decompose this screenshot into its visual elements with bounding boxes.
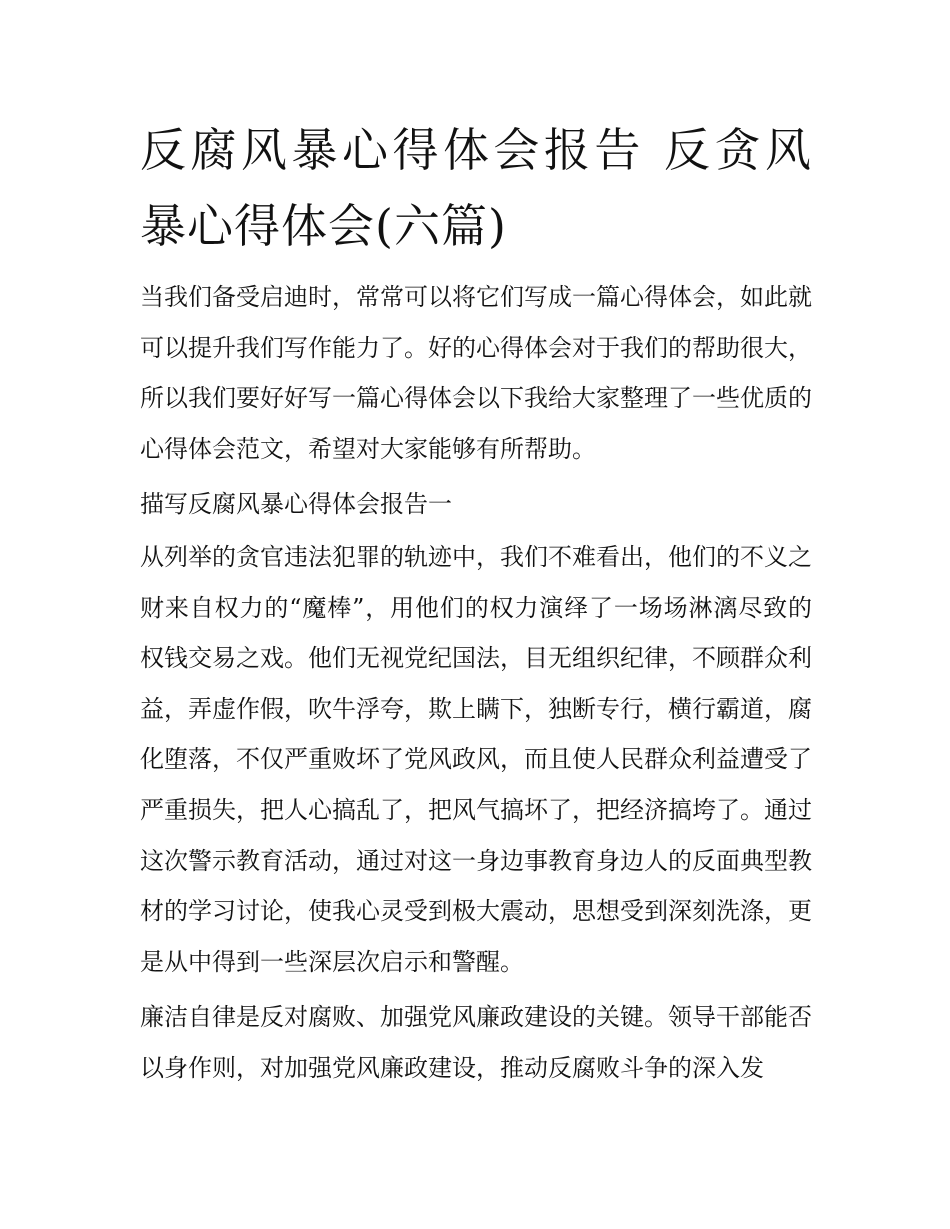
body-paragraph: 廉洁自律是反对腐败、加强党风廉政建设的关键。领导干部能否以身作则，对加强党风廉政建设，推动反腐败斗争的深入发 <box>140 1003 812 1082</box>
document-body <box>140 272 812 1094</box>
document-page <box>140 112 812 1099</box>
section-heading: 描写反腐风暴心得体会报告一 <box>140 490 452 519</box>
document-title: 反腐风暴心得体会报告 反贪风暴心得体会(六篇) <box>140 123 812 253</box>
intro-paragraph: 当我们备受启迪时，常常可以将它们写成一篇心得体会，如此就可以提升我们写作能力了。好的心得体会对于我们的帮助很大，所以我们要好好写一篇心得体会以下我给大家整理了一些优质的心得体会范文，希望对大家能够有所帮助。 <box>140 283 812 463</box>
body-paragraph: 从列举的贪官违法犯罪的轨迹中，我们不难看出，他们的不义之财来自权力的“魔棒”，用他们的权力演绎了一场场淋漓尽致的权钱交易之戏。他们无视党纪国法，目无组织纪律，不顾群众利益，弄虚作假，吹牛浮夸，欺上瞒下，独断专行，横行霸道，腐化堕落，不仅严重败坏了党风政风，而且使人民群众利益遭受了严重损失，把人心搞乱了，把风气搞坏了，把经济搞垮了。通过这次警示教育活动，通过对这一身边事教育身边人的反面典型教材的学习讨论，使我心灵受到极大震动，思想受到深刻洗涤，更是从中得到一些深层次启示和警醒。 <box>140 542 812 976</box>
